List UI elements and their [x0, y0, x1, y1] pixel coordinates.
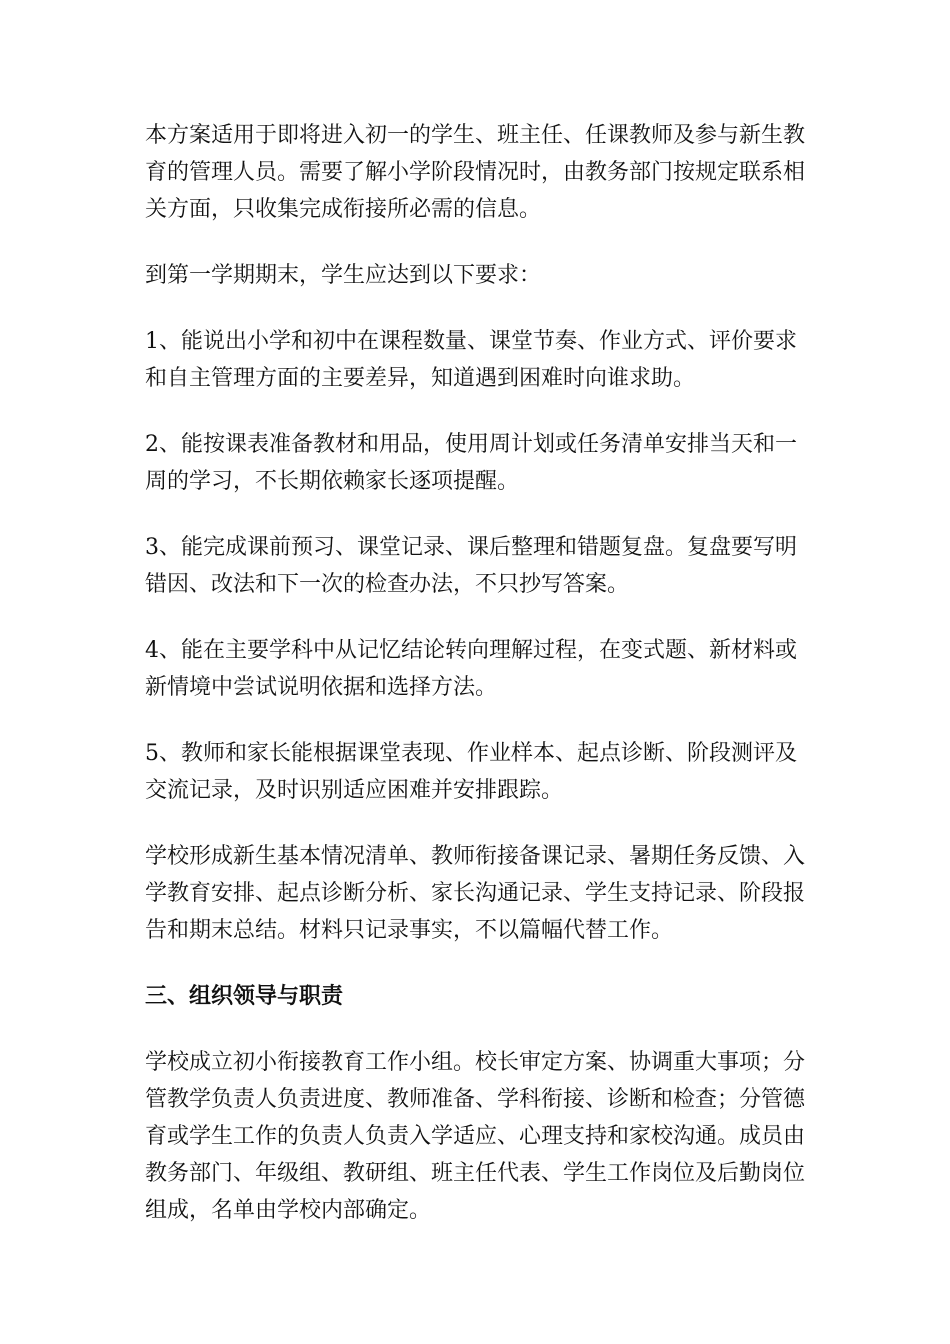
requirement-item-4: 4、能在主要学科中从记忆结论转向理解过程，在变式题、新材料或新情境中尝试说明依据和选择方法。 — [145, 638, 797, 700]
paragraph-organization: 学校成立初小衔接教育工作小组。校长审定方案、协调重大事项；分管教学负责人负责进度、教师准备、学科衔接、诊断和检查；分管德育或学生工作的负责人负责入学适应、心理支持和家校沟通。成员由教务部门、年级组、教研组、班主任代表、学生工作岗位及后勤岗位组成，名单由学校内部确定。 — [145, 1050, 806, 1223]
requirement-item-2: 2、能按课表准备教材和用品，使用周计划或任务清单安排当天和一周的学习，不长期依赖家长逐项提醒。 — [145, 432, 797, 494]
requirement-item-5: 5、教师和家长能根据课堂表现、作业样本、起点诊断、阶段测评及交流记录，及时识别适应困难并安排跟踪。 — [145, 741, 797, 803]
paragraph-materials: 学校形成新生基本情况清单、教师衔接备课记录、暑期任务反馈、入学教育安排、起点诊断分析、家长沟通记录、学生支持记录、阶段报告和期末总结。材料只记录事实，不以篇幅代替工作。 — [145, 844, 806, 943]
document-body — [145, 117, 817, 1258]
requirement-item-3: 3、能完成课前预习、课堂记录、课后整理和错题复盘。复盘要写明错因、改法和下一次的检查办法，不只抄写答案。 — [145, 535, 797, 597]
section-heading-organization: 三、组织领导与职责 — [145, 984, 344, 1009]
paragraph-scope: 本方案适用于即将进入初一的学生、班主任、任课教师及参与新生教育的管理人员。需要了解小学阶段情况时，由教务部门按规定联系相关方面，只收集完成衔接所必需的信息。 — [145, 123, 806, 222]
paragraph-requirements-intro: 到第一学期期末，学生应达到以下要求： — [145, 263, 542, 288]
requirement-item-1: 1、能说出小学和初中在课程数量、课堂节奏、作业方式、评价要求和自主管理方面的主要差异，知道遇到困难时向谁求助。 — [145, 329, 797, 391]
